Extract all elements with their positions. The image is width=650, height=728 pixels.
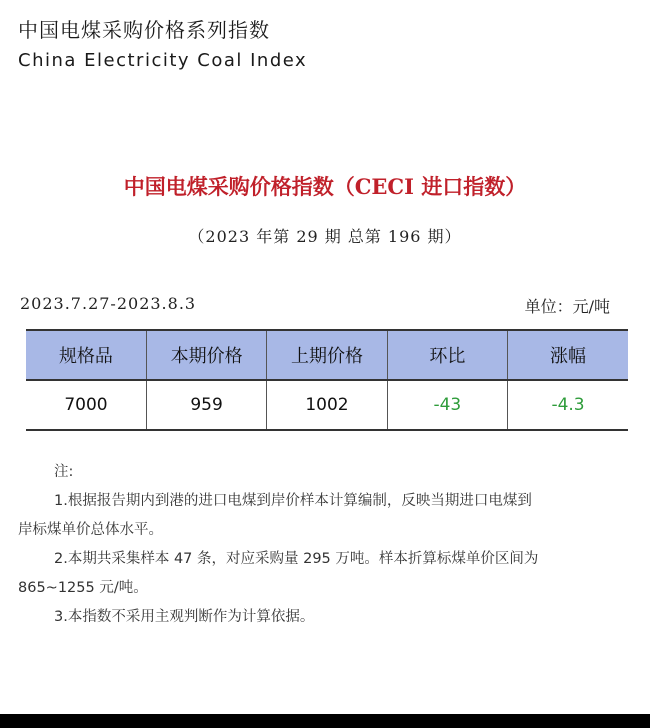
cell-spec: 7000 <box>26 380 146 430</box>
cell-change-pct: -4.3 <box>508 380 628 430</box>
table-header-row <box>26 330 628 380</box>
col-header-mom: 环比 <box>387 330 507 380</box>
notes-label: 注: <box>54 464 74 480</box>
cell-mom: -43 <box>387 380 507 430</box>
cell-previous-price: 1002 <box>267 380 387 430</box>
notes-section <box>18 458 642 632</box>
col-header-spec: 规格品 <box>26 330 146 380</box>
issue-number: （2023 年第 29 期 总第 196 期） <box>188 227 462 246</box>
note-2-line-2: 865~1255 元/吨。 <box>18 580 148 596</box>
unit-label: 单位：元/吨 <box>524 297 610 316</box>
cell-current-price: 959 <box>146 380 266 430</box>
header-title-en: China Electricity Coal Index <box>18 50 308 71</box>
header-title-cn: 中国电煤采购价格系列指数 <box>18 18 270 42</box>
table-row <box>26 380 628 430</box>
note-3: 3.本指数不采用主观判断作为计算依据。 <box>54 609 315 625</box>
col-header-previous-price: 上期价格 <box>267 330 387 380</box>
col-header-current-price: 本期价格 <box>146 330 266 380</box>
col-header-change-pct: 涨幅 <box>508 330 628 380</box>
report-title: 中国电煤采购价格指数（CECI 进口指数） <box>123 174 527 199</box>
price-table <box>26 329 628 431</box>
date-range: 2023.7.27-2023.8.3 <box>20 294 197 313</box>
note-2-line-1: 2.本期共采集样本 47 条，对应采购量 295 万吨。样本折算标煤单价区间为 <box>54 551 539 567</box>
bottom-bar <box>0 714 650 728</box>
note-1-line-1: 1.根据报告期内到港的进口电煤到岸价样本计算编制，反映当期进口电煤到 <box>54 493 532 509</box>
note-1-line-2: 岸标煤单价总体水平。 <box>18 522 163 538</box>
